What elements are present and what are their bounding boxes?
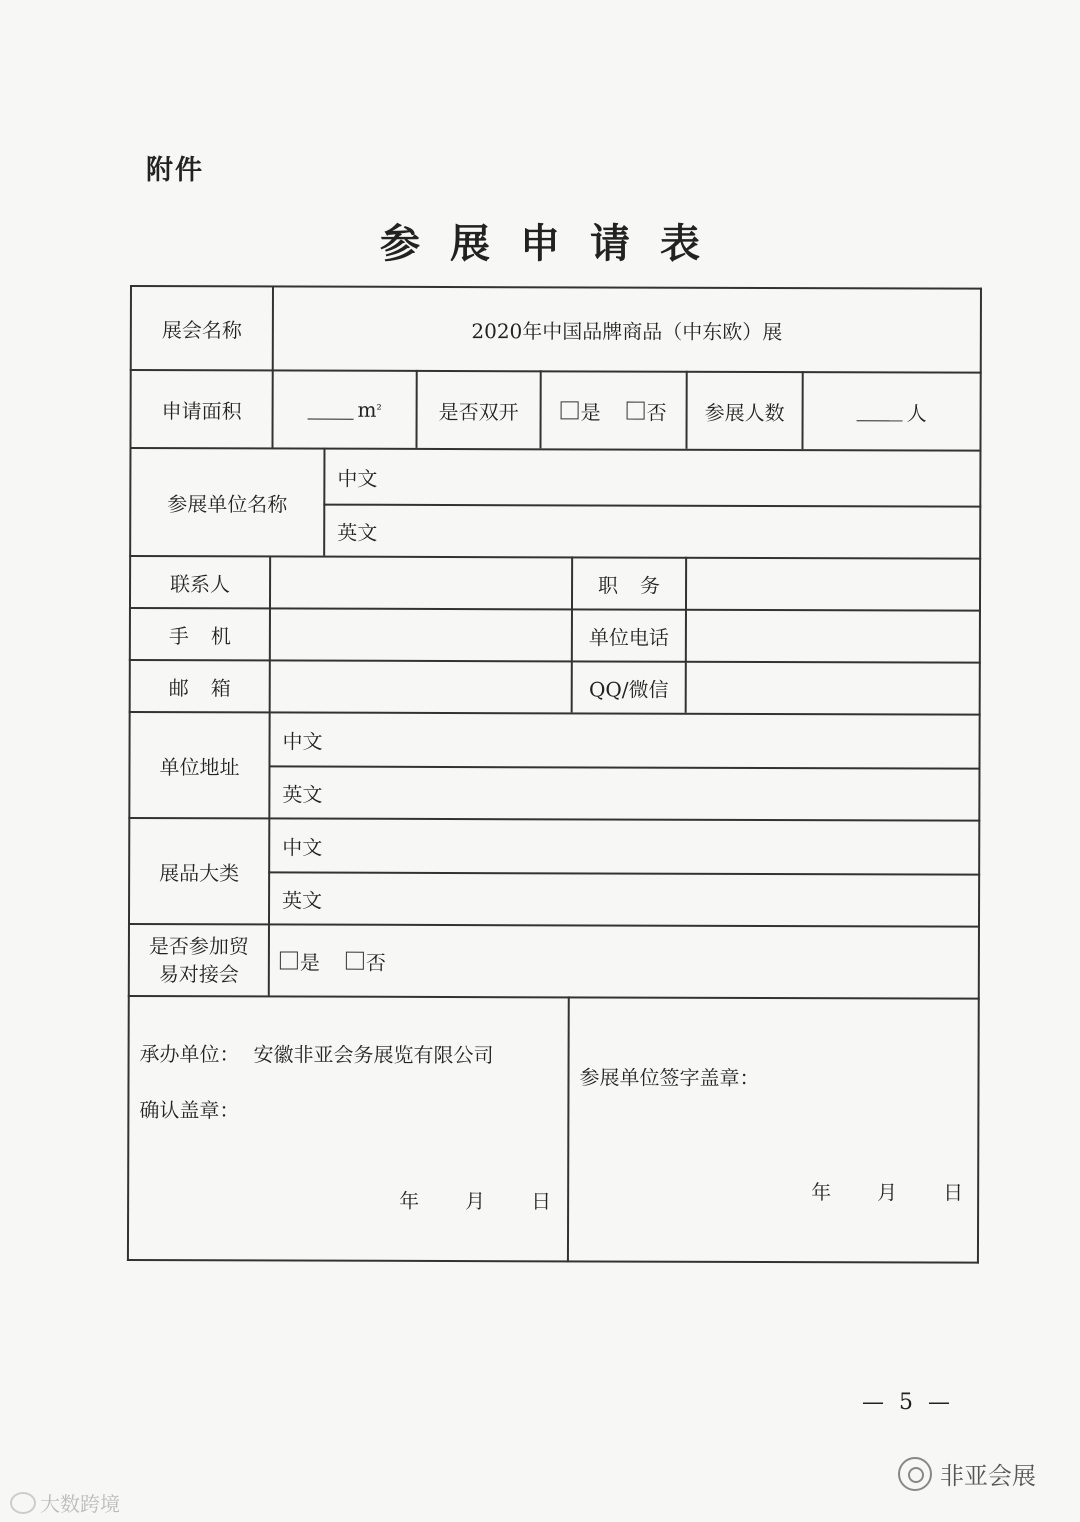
contact-label: 联系人 <box>170 571 231 596</box>
page-number: — 5 — <box>862 1390 954 1415</box>
attachment-label: 附件 <box>146 155 204 186</box>
email-label: 邮箱 <box>168 675 253 700</box>
area-unit: m <box>357 397 377 422</box>
exhibition-name-value: 2020年中国品牌商品（中东欧）展 <box>471 318 783 344</box>
contact-field[interactable] <box>271 557 571 608</box>
exhibition-name-label: 展会名称 <box>161 317 242 342</box>
area-unit-sup: ² <box>376 402 382 418</box>
company-name-label: 参展单位名称 <box>167 491 288 516</box>
address-en-field[interactable]: 英文 <box>282 781 323 807</box>
mobile-field[interactable] <box>271 609 571 660</box>
address-cn-field[interactable]: 中文 <box>282 728 323 754</box>
trade-meeting-yes-checkbox[interactable]: 是 <box>280 946 320 975</box>
watermark-logo-icon <box>10 1492 36 1514</box>
area-field[interactable] <box>273 371 415 447</box>
form-title: 参展申请表 <box>380 220 730 267</box>
confirm-stamp-label: 确认盖章： <box>139 1097 240 1122</box>
people-count-label: 参展人数 <box>704 400 785 425</box>
double-open-no-checkbox[interactable]: 否 <box>627 396 667 425</box>
position-field[interactable] <box>687 559 979 610</box>
category-cn-field[interactable]: 中文 <box>282 834 323 860</box>
right-date: 年 月 日 <box>811 1179 964 1205</box>
position-label: 职务 <box>598 572 683 598</box>
organizer-label: 承办单位： <box>139 1041 240 1066</box>
application-form <box>127 285 982 1264</box>
trade-meeting-no-checkbox[interactable]: 否 <box>346 946 386 975</box>
left-date: 年 月 日 <box>399 1188 552 1213</box>
double-open-label: 是否双开 <box>438 399 519 424</box>
category-en-field[interactable]: 英文 <box>282 887 323 913</box>
qq-wechat-label: QQ/微信 <box>588 676 669 702</box>
area-label: 申请面积 <box>161 398 242 423</box>
qq-wechat-field[interactable] <box>687 663 979 714</box>
email-field[interactable] <box>271 661 571 712</box>
double-open-yes-checkbox[interactable]: 是 <box>561 396 601 425</box>
organizer-line <box>140 1037 494 1068</box>
organizer-name: 安徽非亚会务展览有限公司 <box>253 1041 494 1067</box>
mobile-label: 手机 <box>168 623 253 648</box>
address-label: 单位地址 <box>159 754 240 779</box>
watermark-left: 大数跨境 <box>10 1488 120 1517</box>
company-name-en-field[interactable]: 英文 <box>337 520 378 545</box>
people-unit: 人 <box>906 400 927 426</box>
watermark-right: 非亚会展 <box>898 1456 1036 1491</box>
category-label: 展品大类 <box>159 860 240 885</box>
company-phone-field[interactable] <box>687 611 979 662</box>
company-phone-label: 单位电话 <box>588 624 669 650</box>
wechat-logo-icon <box>898 1457 932 1491</box>
sign-stamp-label: 参展单位签字盖章： <box>579 1064 760 1090</box>
trade-meeting-label: 是否参加贸 易对接会 <box>148 934 249 987</box>
people-count-field[interactable] <box>803 373 979 450</box>
company-name-cn-field[interactable]: 中文 <box>337 466 378 491</box>
